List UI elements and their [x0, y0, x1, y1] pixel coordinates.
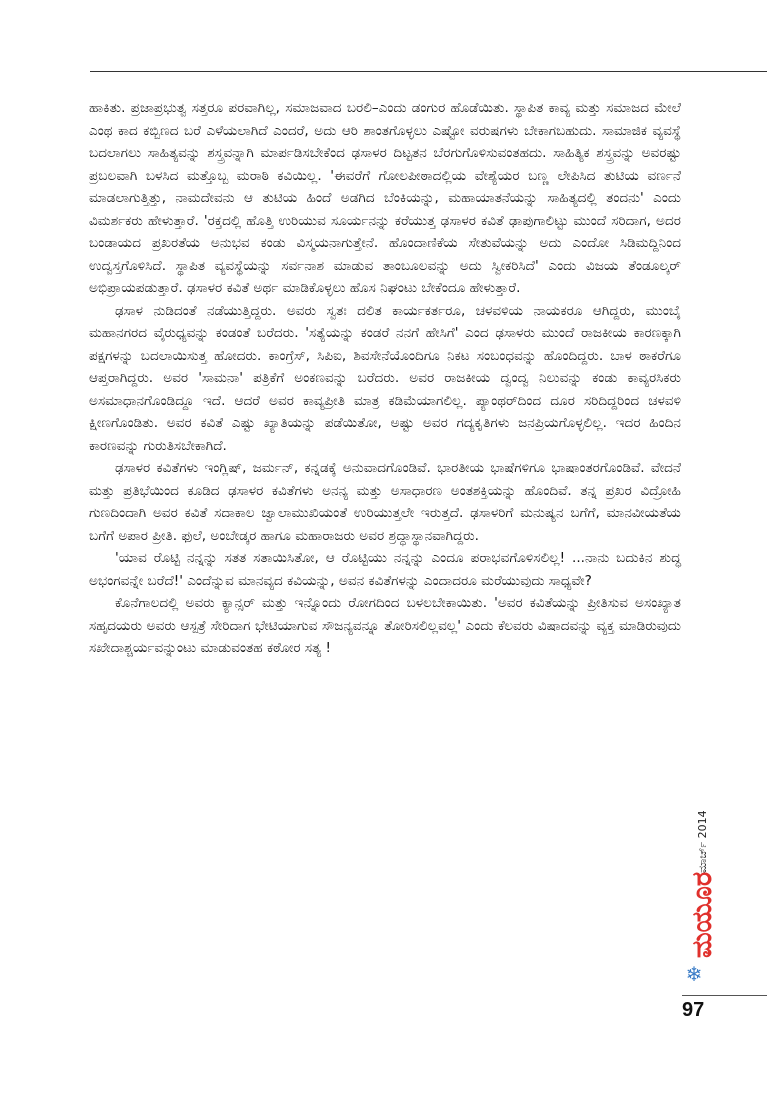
paragraph: ಹಾಕಿತು. ಪ್ರಜಾಪ್ರಭುತ್ವ ಸತ್ತರೂ ಪರವಾಗಿಲ್ಲ, ಸಮಾಜವಾದ ಬರಲಿ–ಎಂದು ಡಂಗುರ ಹೊಡೆಯಿತು. ಸ್ಥಾಪಿತ ಕಾವ್ಯ ಮತ್ತು ಸಮಾಜದ ಮೇಲೆ ಎಂಥ ಕಾದ ಕಬ್ಬಿಣದ ಬರೆ ಎಳೆಯಲಾಗಿದೆ ಎಂದರೆ, ಅದು ಆರಿ ಶಾಂತಗೊಳ್ಳಲು ಎಷ್ಟೋ ವರುಷಗಳು ಬೇಕಾಗಬಹುದು. ಸಾಮಾಜಿಕ ವ್ಯವಸ್ಥೆ ಬದಲಾಗಲು ಸಾಹಿತ್ಯವನ್ನು ಶಸ್ತ್ರವನ್ನಾಗಿ ಮಾರ್ಪಡಿಸಬೇಕೆಂದ ಢಸಾಳರ ದಿಟ್ಟತನ ಬೆರಗುಗೊಳಿಸುವಂತಹದು. ಸಾಹಿತ್ಯಿಕ ಶಸ್ತ್ರವನ್ನು ಅವರಷ್ಟು ಪ್ರಬಲವಾಗಿ ಬಳಸಿದ ಮತ್ತೊಬ್ಬ ಮರಾಠಿ ಕವಿಯಿಲ್ಲ. 'ಈವರೆಗೆ ಗೋಲಪೀಠಾದಲ್ಲಿಯ ವೇಶ್ಯೆಯರ ಬಣ್ಣ ಲೇಪಿಸಿದ ತುಟಿಯ ವರ್ಣನೆ ಮಾಡಲಾಗುತ್ತಿತ್ತು, ನಾಮದೇವನು ಆ ತುಟಿಯ ಹಿಂದೆ ಅಡಗಿದ ಬೆಂಕಿಯನ್ನು, ಮಹಾಯಾತನೆಯನ್ನು ಸಾಹಿತ್ಯದಲ್ಲಿ ತಂದನು' ಎಂದು ವಿಮರ್ಶಕರು ಹೇಳುತ್ತಾರೆ. 'ರಕ್ತದಲ್ಲಿ ಹೊತ್ತಿ ಉರಿಯುವ ಸೂರ್ಯನನ್ನು ಕರೆಯುತ್ತ ಢಸಾಳರ ಕವಿತೆ ಢಾಪುಗಾಲಿಟ್ಟು ಮುಂದೆ ಸರಿದಾಗ, ಅದರ ಬಂಡಾಯದ ಪ್ರಖರತೆಯ ಅನುಭವ ಕಂಡು ವಿಸ್ಮಯನಾಗುತ್ತೇನೆ. ಹೊಂದಾಣಿಕೆಯ ಸೇತುವೆಯನ್ನು ಅದು ಎಂದೋ ಸಿಡಿಮದ್ದಿನಿಂದ ಉದ್ವಸ್ತಗೊಳಿಸಿದೆ. ಸ್ಥಾಪಿತ ವ್ಯವಸ್ಥೆಯನ್ನು ಸರ್ವನಾಶ ಮಾಡುವ ತಾಂಬೂಲವನ್ನು ಅದು ಸ್ವೀಕರಿಸಿದೆ' ಎಂದು ವಿಜಯ ತೆಂಡೂಲ್ಕರ್ ಅಭಿಪ್ರಾಯಪಡುತ್ತಾರೆ. ಢಸಾಳರ ಕವಿತೆ ಅರ್ಥ ಮಾಡಿಕೊಳ್ಳಲು ಹೊಸ ನಿಘಂಟು ಬೇಕೆಂದೂ ಹೇಳುತ್ತಾರೆ.	[89, 100, 681, 296]
paragraph: ಢಸಾಳ ನುಡಿದಂತೆ ನಡೆಯುತ್ತಿದ್ದರು. ಅವರು ಸ್ವತಃ ದಲಿತ ಕಾರ್ಯಕರ್ತರೂ, ಚಳವಳಿಯ ನಾಯಕರೂ ಆಗಿದ್ದರು, ಮುಂಬೈ ಮಹಾನಗರದ ವೈರುಧ್ಯವನ್ನು ಕಂಡಂತೆ ಬರೆದರು. 'ಸತ್ಯೆಯನ್ನು ಕಂಡರೆ ನನಗೆ ಹೇಸಿಗೆ' ಎಂದ ಢಸಾಳರು ಮುಂದೆ ರಾಜಕೀಯ ಕಾರಣಕ್ಕಾಗಿ ಪಕ್ಷಗಳನ್ನು ಬದಲಾಯಿಸುತ್ತ ಹೋದರು. ಕಾಂಗ್ರೆಸ್, ಸಿಪಿಐ, ಶಿವಸೇನೆಯೊಂದಿಗೂ ನಿಕಟ ಸಂಬಂಧವನ್ನು ಹೊಂದಿದ್ದರು. ಬಾಳ ಠಾಕರೆಗೂ ಆಪ್ತರಾಗಿದ್ದರು. ಅವರ 'ಸಾಮನಾ' ಪತ್ರಿಕೆಗೆ ಅಂಕಣವನ್ನು ಬರೆದರು. ಅವರ ರಾಜಕೀಯ ದ್ವಂದ್ವ ನಿಲುವನ್ನು ಕಂಡು ಕಾವ್ಯರಸಿಕರು ಅಸಮಾಧಾನಗೊಂಡಿದ್ದೂ ಇದೆ. ಆದರೆ ಅವರ ಕಾವ್ಯಪ್ರೀತಿ ಮಾತ್ರ ಕಡಿಮೆಯಾಗಲಿಲ್ಲ. ಪ್ಯಾಂಥರ್‌ದಿಂದ ದೂರ ಸರಿದಿದ್ದರಿಂದ ಚಳವಳಿ ಕ್ಷೀಣಗೊಂಡಿತು. ಅವರ ಕವಿತೆ ಎಷ್ಟು ಖ್ಯಾತಿಯನ್ನು ಪಡೆಯಿತೋ, ಅಷ್ಟು ಅವರ ಗದ್ಯಕೃತಿಗಳು ಜನಪ್ರಿಯಗೊಳ್ಳಲಿಲ್ಲ. ಇದರ ಹಿಂದಿನ ಕಾರಣವನ್ನು ಗುರುತಿಸಬೇಕಾಗಿದೆ.	[89, 302, 681, 454]
article-body	[89, 97, 681, 660]
paragraph: 'ಯಾವ ರೊಟ್ಟಿ ನನ್ನನ್ನು ಸತತ ಸತಾಯಿಸಿತೋ, ಆ ರೊಟ್ಟಿಯು ನನ್ನನ್ನು ಎಂದೂ ಪರಾಭವಗೊಳಿಸಲಿಲ್ಲ! ...ನಾನು ಬದುಕಿನ ಶುದ್ಧ ಅಭಂಗವನ್ನೇ ಬರೆದೆ!' ಎಂದೆನ್ನುವ ಮಾನವ್ಯದ ಕವಿಯನ್ನು, ಅವನ ಕವಿತೆಗಳನ್ನು ಎಂದಾದರೂ ಮರೆಯುವುದು ಸಾಧ್ಯವೇ?	[89, 550, 681, 589]
top-rule	[90, 71, 767, 72]
page-rule	[682, 995, 767, 996]
paragraph: ಢಸಾಳರ ಕವಿತೆಗಳು ಇಂಗ್ಲಿಷ್, ಜರ್ಮನ್, ಕನ್ನಡಕ್ಕೆ ಅನುವಾದಗೊಂಡಿವೆ. ಭಾರತೀಯ ಭಾಷೆಗಳಿಗೂ ಭಾಷಾಂತರಗೊಂಡಿವೆ. ವೇದನೆ ಮತ್ತು ಪ್ರತಿಭೆಯಿಂದ ಕೂಡಿದ ಢಸಾಳರ ಕವಿತೆಗಳು ಅನನ್ಯ ಮತ್ತು ಅಸಾಧಾರಣ ಅಂತಶಕ್ತಿಯನ್ನು ಹೊಂದಿವೆ. ತನ್ನ ಪ್ರಖರ ವಿದ್ರೋಹಿ ಗುಣದಿಂದಾಗಿ ಅವರ ಕವಿತೆ ಸದಾಕಾಲ ಜ್ವಾಲಾಮುಖಿಯಂತೆ ಉರಿಯುತ್ತಲೇ ಇರುತ್ತದೆ. ಢಸಾಳರಿಗೆ ಮನುಷ್ಯನ ಬಗೆಗೆ, ಮಾನವೀಯತೆಯ ಬಗೆಗೆ ಅಪಾರ ಪ್ರೀತಿ. ಫುಲೆ, ಅಂಬೇಡ್ಕರ ಹಾಗೂ ಮಹಾರಾಜರು ಅವರ ಶ್ರದ್ಧಾಸ್ಥಾನವಾಗಿದ್ದರು.	[89, 460, 681, 544]
paragraph: ಕೊನೆಗಾಲದಲ್ಲಿ ಅವರು ಕ್ಯಾನ್ಸರ್ ಮತ್ತು ಇನ್ನೊಂದು ರೋಗದಿಂದ ಬಳಲಬೇಕಾಯಿತು. 'ಅವರ ಕವಿತೆಯನ್ನು ಪ್ರೀತಿಸುವ ಅಸಂಖ್ಯಾತ ಸಹೃದಯರು ಅವರು ಆಸ್ಪತ್ರೆ ಸೇರಿದಾಗ ಭೇಟಿಯಾಗುವ ಸೌಜನ್ಯವನ್ನೂ ತೋರಿಸಲಿಲ್ಲವಲ್ಲ' ಎಂದು ಕೆಲವರು ವಿಷಾದವನ್ನು ವ್ಯಕ್ತ ಮಾಡಿರುವುದು ಸಖೇದಾಶ್ಚರ್ಯವನ್ನುಂಟು ಮಾಡುವಂತಹ ಕಠೋರ ಸತ್ಯ !	[89, 595, 681, 656]
magazine-logo: ಮಯೂರ	[687, 871, 718, 958]
page-number: 97	[682, 999, 705, 1021]
issue-date: ಮಾರ್ಚ್ 2014	[696, 810, 709, 874]
magazine-sidebar	[686, 808, 720, 958]
snowflake-icon: ❄	[685, 962, 703, 986]
